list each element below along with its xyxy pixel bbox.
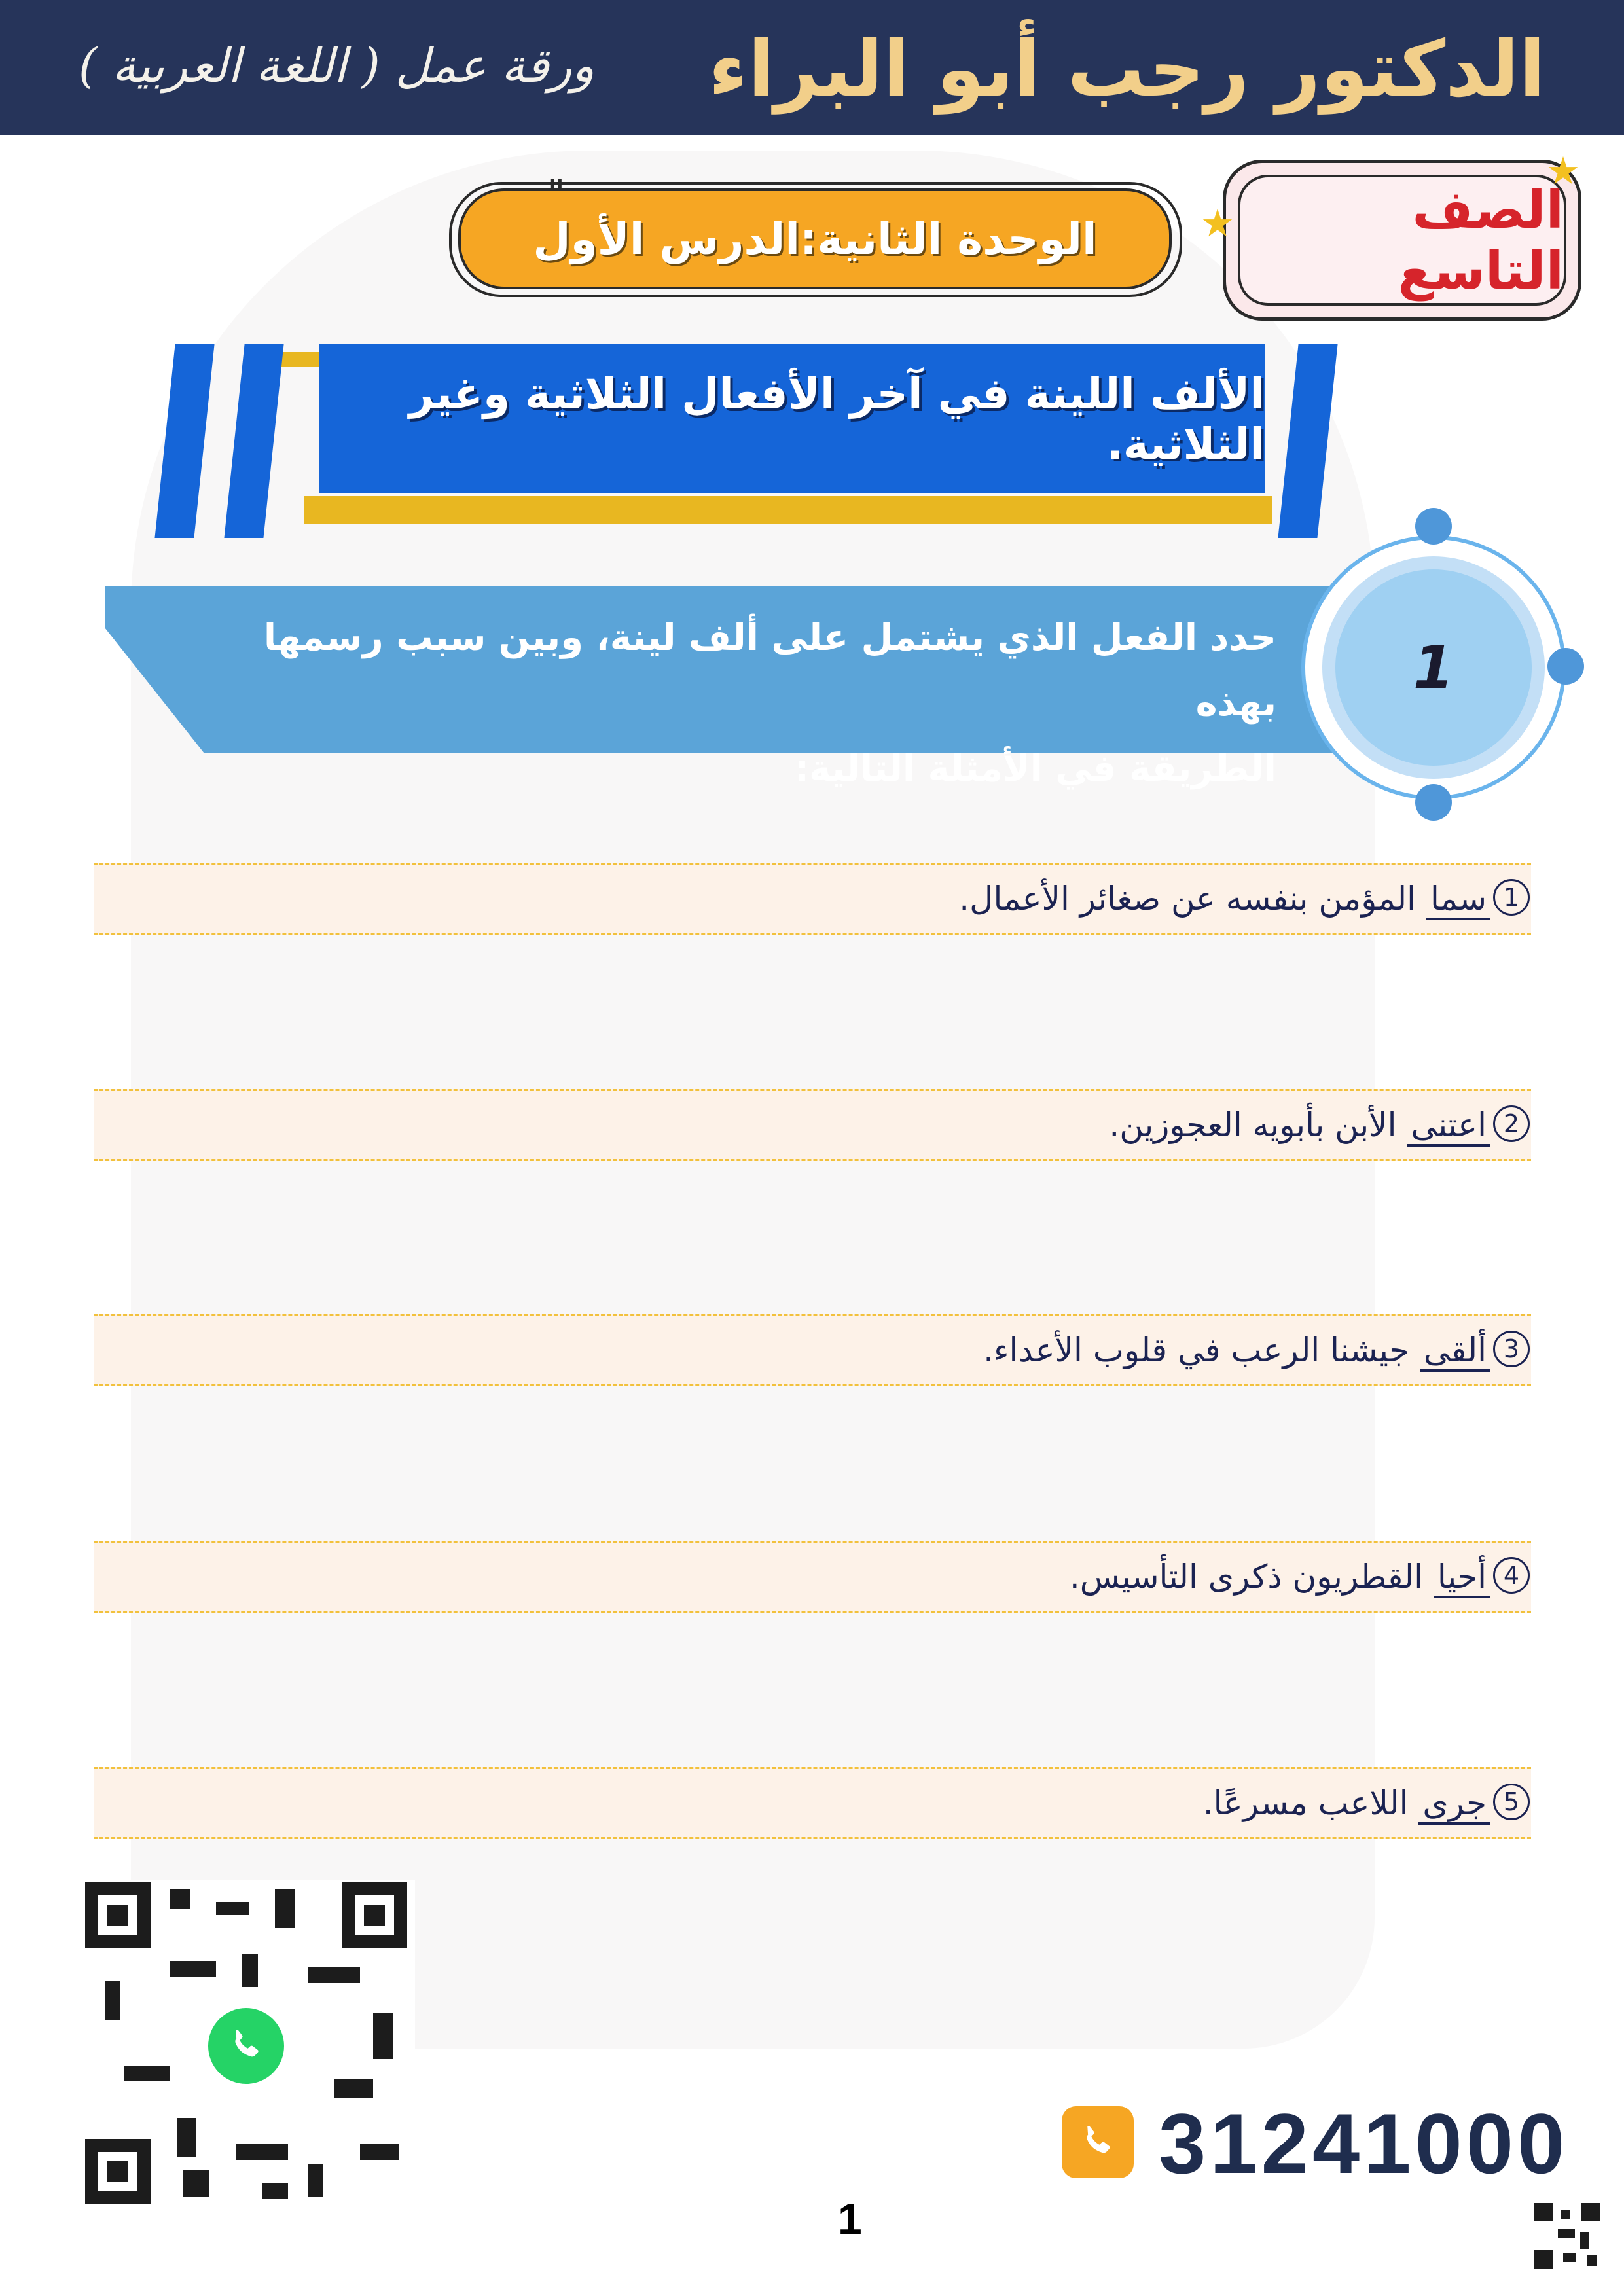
unit-text: الوحدة الثانية:الدرس الأول	[533, 213, 1097, 264]
target-verb: ألقى	[1420, 1331, 1490, 1372]
whatsapp-icon	[203, 2003, 289, 2089]
target-verb: أحيا	[1434, 1558, 1490, 1598]
worksheet-title: ورقة عمل ( اللغة العربية )	[79, 38, 595, 93]
lesson-title-box	[319, 344, 1265, 493]
ring-dot	[1415, 508, 1452, 545]
exercise-number: 1	[1413, 633, 1454, 702]
target-verb: جرى	[1418, 1784, 1490, 1825]
ring-dot	[1415, 784, 1452, 821]
sentence-text	[959, 865, 1490, 933]
sentence-row	[94, 863, 1531, 935]
star-icon: ★	[1546, 149, 1580, 193]
qr-code-icon[interactable]	[1534, 2203, 1600, 2269]
sentence-row	[94, 1089, 1531, 1161]
ring-dot	[1547, 648, 1584, 685]
exercise-number-badge	[1335, 569, 1532, 766]
sentence-text	[1203, 1769, 1490, 1837]
grade-label: الصف التاسع	[1398, 179, 1564, 301]
sentence-number: 4	[1493, 1557, 1530, 1594]
grade-badge	[1223, 160, 1581, 321]
sentence-number: 2	[1493, 1105, 1530, 1142]
instruction-line: الطريقة في الأمثلة التالية:	[794, 747, 1276, 790]
instruction-text	[216, 605, 1276, 802]
sentence-text	[1109, 1091, 1490, 1159]
page-number: 1	[838, 2195, 862, 2243]
sentence-row	[94, 1767, 1531, 1839]
sentence-rest: الأبن بأبويه العجوزين.	[1109, 1106, 1407, 1144]
target-verb: سما	[1426, 880, 1490, 920]
sentence-rest: المؤمن بنفسه عن صغائر الأعمال.	[959, 880, 1426, 918]
lesson-title: الألف اللينة في آخر الأفعال الثلاثية وغير الثلاثية.	[408, 368, 1265, 469]
sentence-row	[94, 1314, 1531, 1386]
target-verb: اعتنى	[1407, 1106, 1490, 1147]
quote-mark: "	[547, 171, 566, 217]
sentence-text	[1070, 1543, 1490, 1611]
sentence-number: 1	[1493, 879, 1530, 916]
instruction-line: حدد الفعل الذي يشتمل على ألف لينة، وبين سبب رسمها بهذه	[263, 617, 1276, 725]
phone-number[interactable]: 31241000	[1159, 2096, 1569, 2191]
sentence-rest: القطريون ذكرى التأسيس.	[1069, 1558, 1434, 1596]
star-icon: ★	[1200, 201, 1235, 245]
title-bar-gold-bottom	[304, 496, 1272, 524]
sentence-row	[94, 1541, 1531, 1613]
sentence-number: 3	[1493, 1331, 1530, 1367]
sentence-rest: اللاعب مسرعًا.	[1202, 1784, 1419, 1822]
author-brand: الدكتور رجب أبو البراء	[708, 24, 1545, 114]
sentence-rest: جيشنا الرعب في قلوب الأعداء.	[983, 1331, 1420, 1369]
sentence-text	[983, 1316, 1490, 1384]
page-header	[0, 0, 1624, 135]
sentence-number: 5	[1493, 1784, 1530, 1820]
phone-icon	[1062, 2106, 1134, 2178]
